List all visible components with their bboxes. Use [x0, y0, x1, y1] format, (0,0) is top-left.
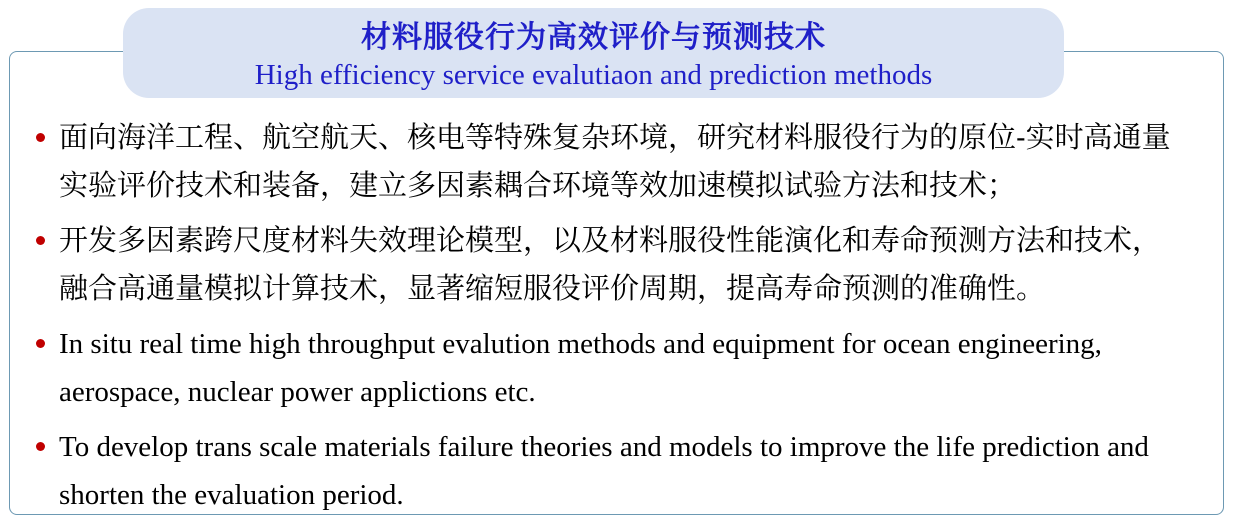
- bullet-item-2: [36, 217, 1183, 313]
- title-banner: [123, 8, 1064, 98]
- bullet-dot-icon: [36, 442, 45, 451]
- bullet-dot-icon: [36, 133, 45, 142]
- content-box: [9, 51, 1224, 515]
- slide-title-chinese: 材料服役行为高效评价与预测技术: [361, 21, 826, 54]
- bullet-dot-icon: [36, 236, 45, 245]
- bullet-text: 面向海洋工程、航空航天、核电等特殊复杂环境，研究材料服役行为的原位-实时高通量实验评价技术和装备，建立多因素耦合环境等效加速模拟试验方法和技术；: [59, 122, 1171, 202]
- bullet-item-3: [36, 320, 1183, 416]
- bullet-list: [10, 52, 1223, 525]
- slide-title-english: High efficiency service evalutiaon and prediction methods: [254, 59, 933, 91]
- bullet-item-1: [36, 114, 1183, 210]
- bullet-item-4: [36, 423, 1183, 519]
- bullet-text: In situ real time high throughput evalution methods and equipment for ocean engineering, aerospace, nuclear power applictions etc.: [59, 328, 1102, 408]
- bullet-text: To develop trans scale materials failure theories and models to improve the life prediction and shorten the evaluation period.: [59, 431, 1149, 511]
- bullet-dot-icon: [36, 339, 45, 348]
- bullet-text: 开发多因素跨尺度材料失效理论模型，以及材料服役性能演化和寿命预测方法和技术，融合高通量模拟计算技术，显著缩短服役评价周期，提高寿命预测的准确性。: [59, 225, 1162, 305]
